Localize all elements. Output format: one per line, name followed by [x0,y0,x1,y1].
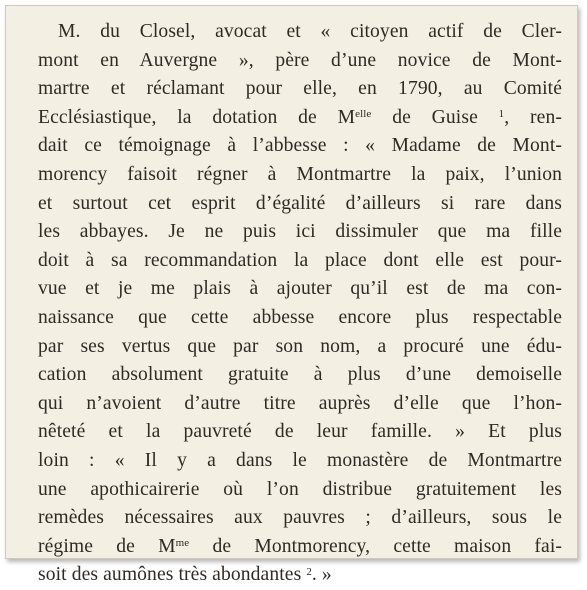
page-scan [5,5,578,586]
text-line-15: nêteté et la pauvreté de leur famille. » Et plus [38,421,562,443]
superscript-me: me [175,537,190,550]
text-line-17: une apothicairerie où l’on distribue gratuitement les [38,478,562,500]
text-line-16: loin : « Il y a dans le monastère de Montmartre [38,449,562,471]
text-line-3: martre et réclamant pour elle, en 1790, au Comité [38,78,562,100]
text-line-18: remèdes nécessaires aux pauvres ; d’ailleurs, sous le [38,507,562,529]
text-line-7: et surtout cet esprit d’égalité d’ailleurs si rare dans [38,192,562,214]
footnote-marker-2: 2 [306,565,312,578]
text-line-1: M. du Closel, avocat et « citoyen actif de Cler- [58,21,562,42]
text-line-14: qui n’avoient d’autre titre auprès d’elle que l’hon- [38,392,562,414]
text-line-2: mont en Auvergne », père d’une novice de Mont- [38,49,562,71]
text-line-9: doit à sa recommandation la place dont elle est pour- [38,249,562,271]
text-line-20: soit des aumônes très abondantes $^2$. » [38,564,332,586]
text-line-5: dait ce témoignage à l’abbesse : « Madame de Mont- [38,135,562,157]
text-line-11: naissance que cette abbesse encore plus respectable [38,306,562,328]
body-paragraph [38,18,562,590]
footnote-marker-1: 1 [498,108,505,121]
text-line-8: les abbayes. Je ne puis ici dissimuler que ma fille [38,221,562,243]
superscript-elle: elle [355,108,372,121]
text-line-6: morency faisoit régner à Montmartre la paix, l’union [38,163,562,185]
text-line-10: vue et je me plais à ajouter qu’il est de ma con- [38,278,562,300]
text-line-12: par ses vertus que par son nom, a procuré une édu- [38,335,562,357]
text-line-4: Ecclésiastique, la dotation de $M^{elle}$ de Guise $^1$, ren- [38,106,562,128]
text-line-19: régime de $M^{me}$ de Montmorency, cette maison fai- [38,535,562,557]
text-line-13: cation absolument gratuite à plus d’une demoiselle [38,364,562,386]
